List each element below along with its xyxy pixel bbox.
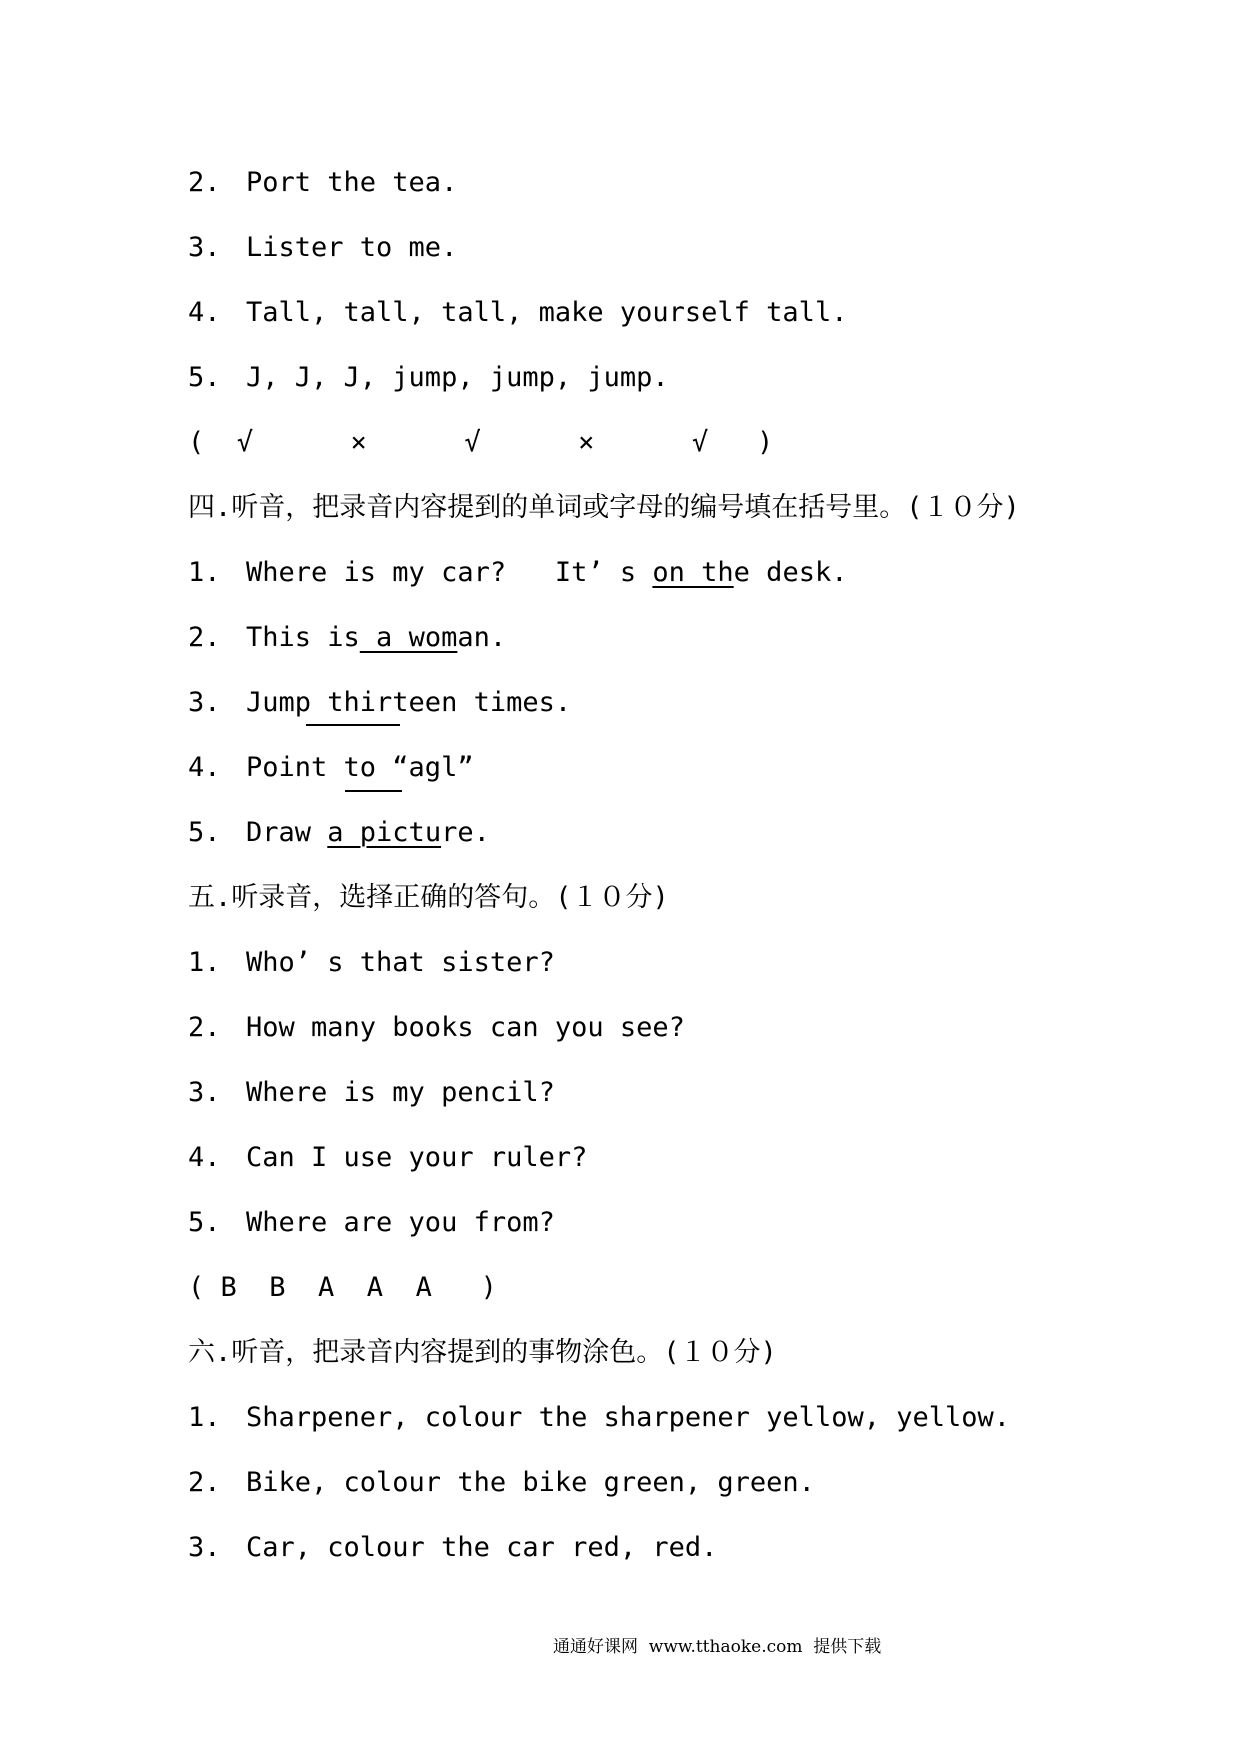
list-item: 2. Port the tea. <box>188 167 458 198</box>
list-item: 2. This is a woman. <box>188 622 507 653</box>
list-item: 2. Bike, colour the bike green, green. <box>188 1467 815 1498</box>
underlined-text: on th <box>652 557 734 588</box>
page-footer: 通通好课网 www.tthaoke.com 提供下载 <box>553 1637 882 1657</box>
list-item: 3. Lister to me. <box>188 232 458 263</box>
list-item: 2. How many books can you see? <box>188 1012 685 1043</box>
answer-key: ( B B A A A ) <box>188 1272 497 1303</box>
list-item: 1. Who’ s that sister? <box>188 947 555 978</box>
answer-key: ( √ × √ × √ ) <box>188 427 774 458</box>
section-heading: 五.听录音，选择正确的答句。(１０分) <box>188 882 669 913</box>
list-item: 3. Where is my pencil? <box>188 1077 555 1108</box>
underline-mark <box>345 790 402 792</box>
list-item: 5. Where are you from? <box>188 1207 555 1238</box>
section-heading: 六.听音，把录音内容提到的事物涂色。(１０分) <box>188 1337 777 1368</box>
list-item: 5. J, J, J, jump, jump, jump. <box>188 362 669 393</box>
underlined-text: a wom <box>359 622 458 653</box>
list-item: 5. Draw a picture. <box>188 817 490 848</box>
list-item: 3. Jump thirteen times. <box>188 687 572 718</box>
list-item: 4. Point to “agl” <box>188 752 474 783</box>
list-item: 1. Where is my car? It’ s on the desk. <box>188 557 848 588</box>
list-item: 1. Sharpener, colour the sharpener yellow, yellow. <box>188 1402 1011 1433</box>
underline-mark <box>306 724 400 726</box>
list-item: 4. Can I use your ruler? <box>188 1142 588 1173</box>
section-heading: 四.听音，把录音内容提到的单词或字母的编号填在括号里。(１０分) <box>188 492 1020 523</box>
list-item: 3. Car, colour the car red, red. <box>188 1532 718 1563</box>
list-item: 4. Tall, tall, tall, make yourself tall. <box>188 297 848 328</box>
underlined-text: a pictu <box>327 817 442 848</box>
